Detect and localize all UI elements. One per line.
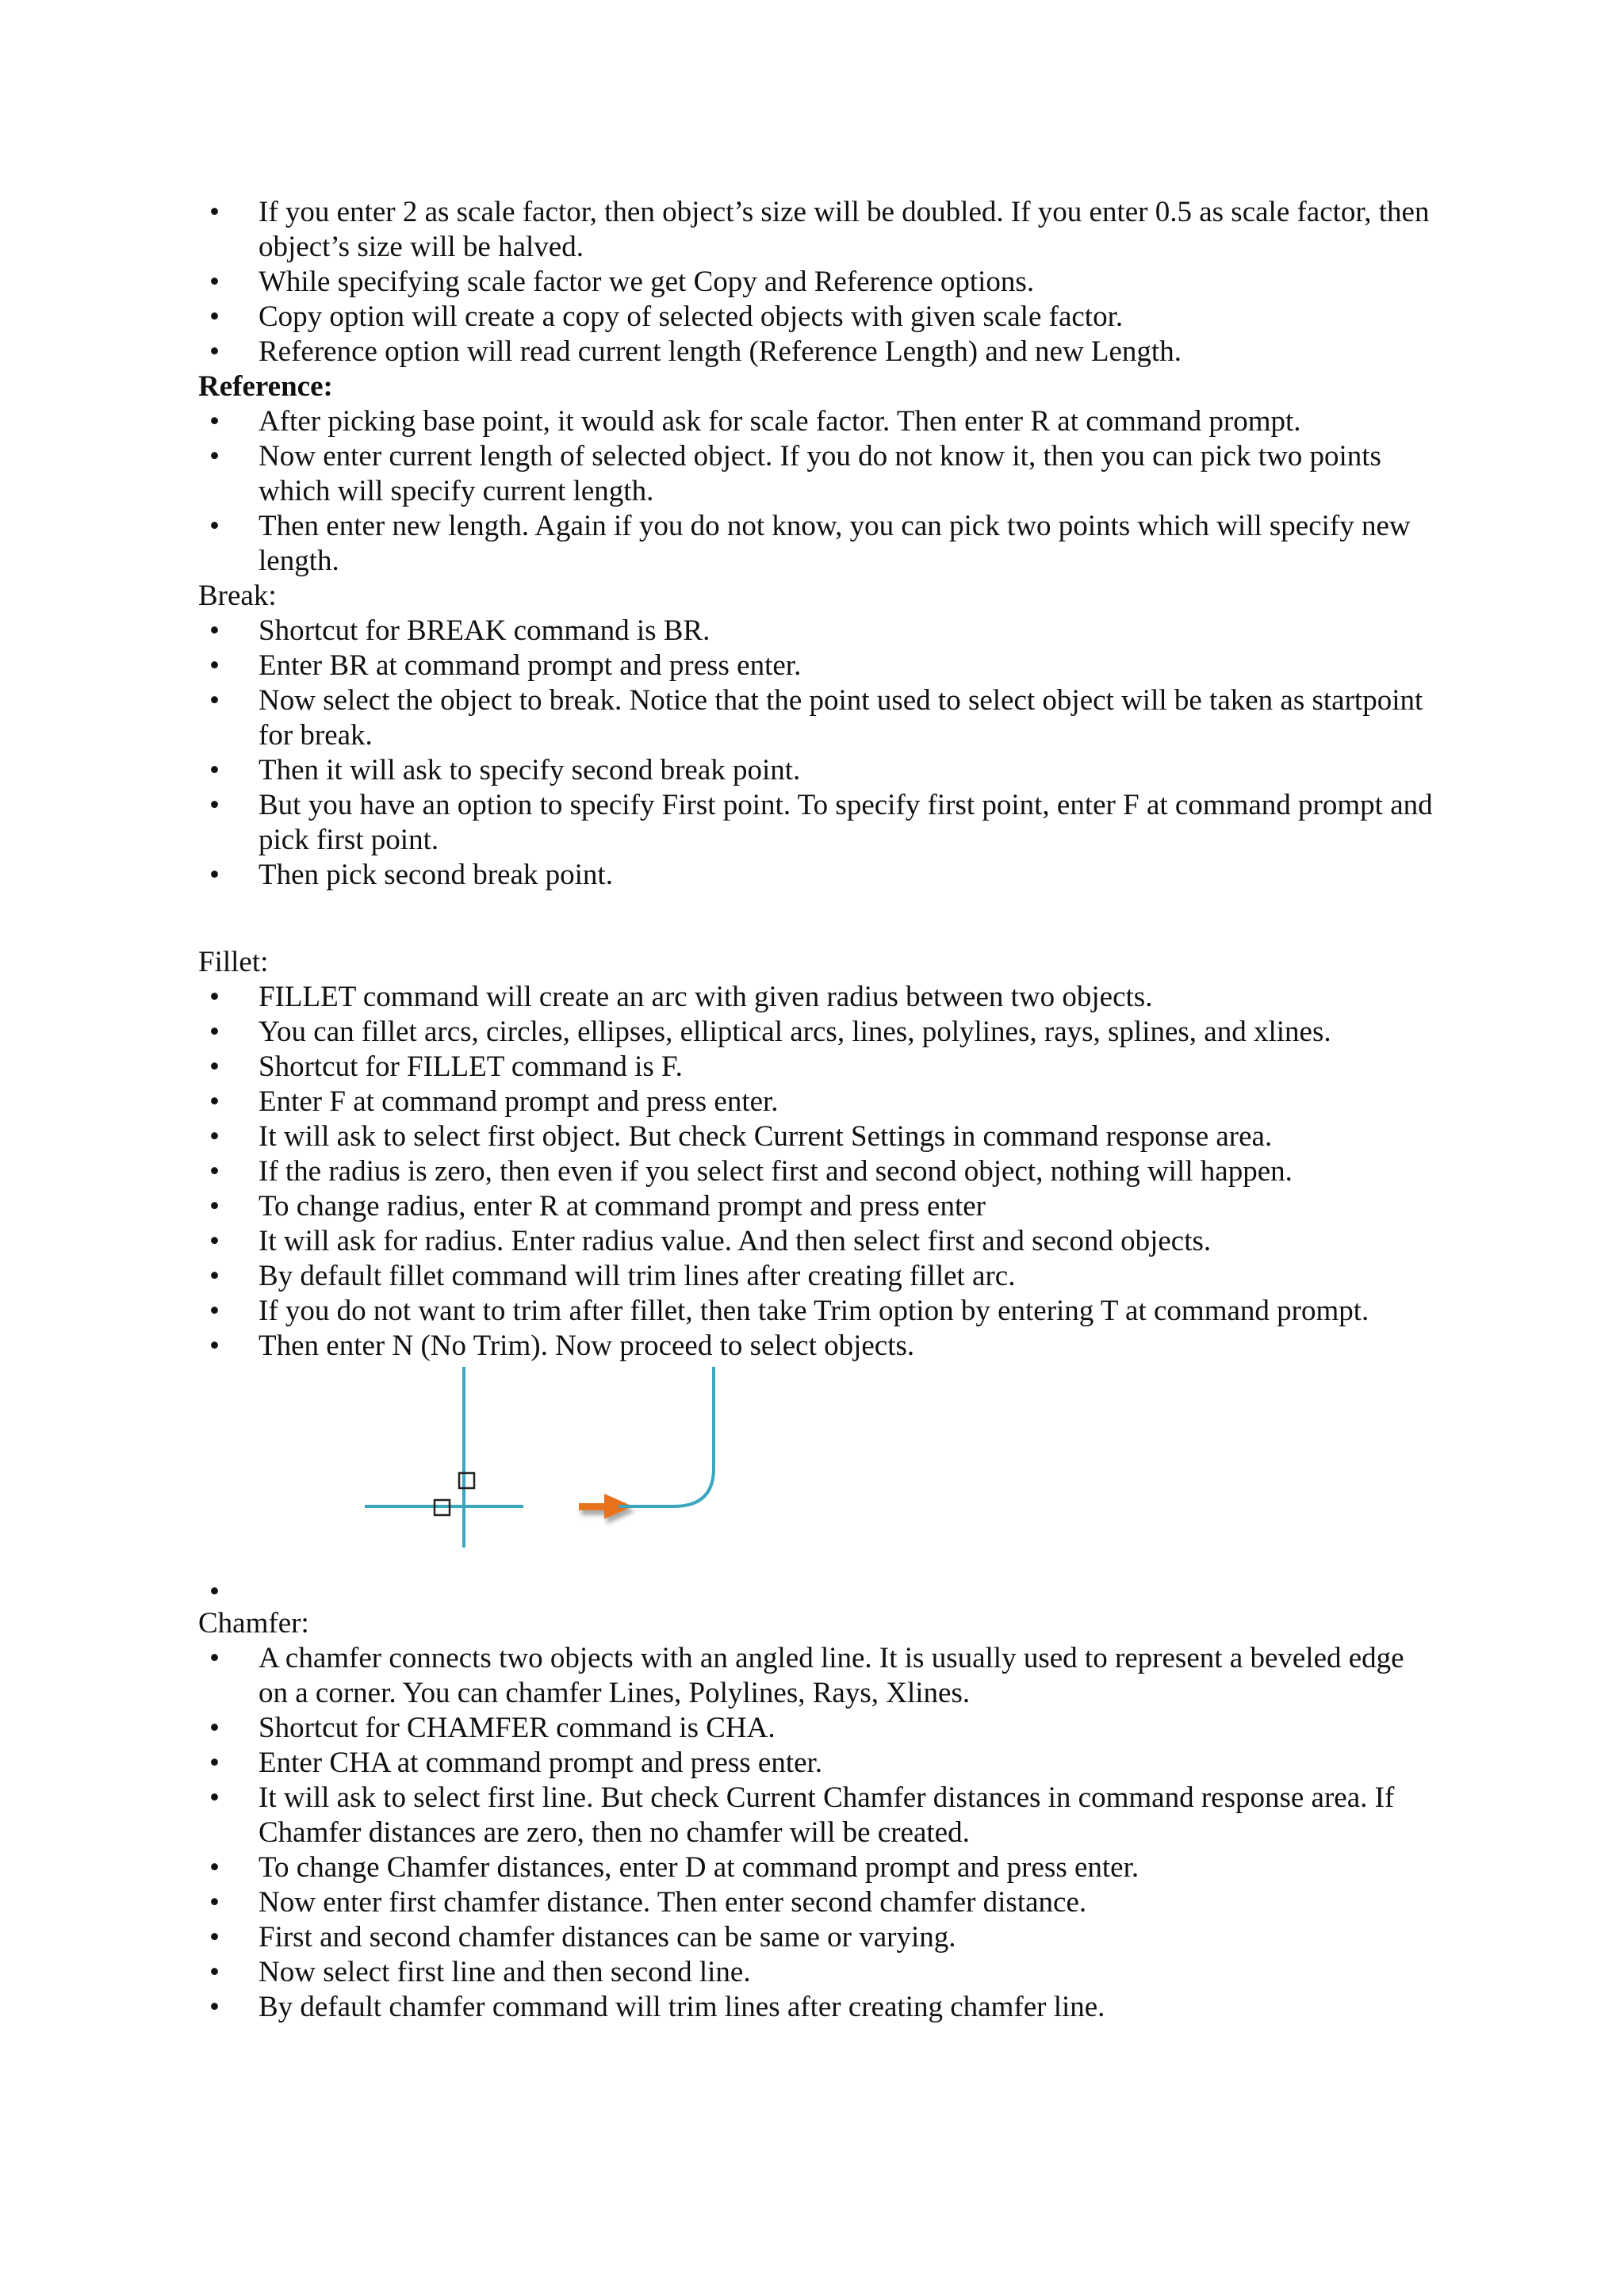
fillet-list [198, 980, 1435, 1364]
list-item: • Then enter N (No Trim). Now proceed to select objects. [198, 1329, 1435, 1364]
list-item: • Enter BR at command prompt and press enter. [198, 649, 1435, 683]
list-item: • Then enter new length. Again if you do not know, you can pick two points which will specify new length. [198, 509, 1435, 579]
list-item: • Then pick second break point. [198, 858, 1435, 893]
list-item: • Enter F at command prompt and press enter. [198, 1085, 1435, 1119]
list-item: • Then it will ask to specify second break point. [198, 753, 1435, 788]
list-item: • To change radius, enter R at command prompt and press enter [198, 1189, 1435, 1224]
list-item: • Now select first line and then second line. [198, 1955, 1435, 1990]
chamfer-heading: Chamfer: [198, 1607, 309, 1640]
pick-marker [459, 1473, 474, 1488]
list-item: • First and second chamfer distances can be same or varying. [198, 1920, 1435, 1955]
list-item: • If you enter 2 as scale factor, then object’s size will be doubled. If you enter 0.5 as scale factor, then object’s size will be halved. [198, 195, 1435, 265]
list-item: • Shortcut for FILLET command is F. [198, 1050, 1435, 1085]
list-item: • Now select the object to break. Notice that the point used to select object will be taken as startpoint for break. [198, 683, 1435, 753]
break-heading: Break: [198, 580, 277, 612]
list-item: • Reference option will read current length (Reference Length) and new Length. [198, 335, 1435, 369]
list-item: • Now enter current length of selected object. If you do not know it, then you can pick two points which will specify current length. [198, 439, 1435, 509]
fillet-diagram [278, 1365, 769, 1556]
chamfer-list [198, 1641, 1435, 2025]
list-item: • Shortcut for BREAK command is BR. [198, 614, 1435, 649]
list-item: • It will ask for radius. Enter radius value. And then select first and second objects. [198, 1224, 1435, 1259]
scale-list [198, 195, 1435, 369]
list-item: • If the radius is zero, then even if you select first and second object, nothing will happen. [198, 1154, 1435, 1189]
list-item: • It will ask to select first line. But check Current Chamfer distances in command response area. If Chamfer distances are zero, then no chamfer will be created. [198, 1781, 1435, 1850]
list-item: • You can fillet arcs, circles, ellipses, elliptical arcs, lines, polylines, rays, splines, and xlines. [198, 1015, 1435, 1050]
reference-list [198, 404, 1435, 579]
list-item: • To change Chamfer distances, enter D at command prompt and press enter. [198, 1850, 1435, 1885]
section-spacer [198, 893, 1435, 945]
list-item: • If you do not want to trim after fillet, then take Trim option by entering T at command prompt. [198, 1294, 1435, 1329]
list-item: • Now enter first chamfer distance. Then enter second chamfer distance. [198, 1885, 1435, 1920]
list-item: • A chamfer connects two objects with an angled line. It is usually used to represent a beveled edge on a corner. You can chamfer Lines, Polylines, Rays, Xlines. [198, 1641, 1435, 1711]
reference-heading: Reference: [198, 370, 333, 403]
fillet-figure [198, 1364, 1435, 1586]
list-item: • By default fillet command will trim lines after creating fillet arc. [198, 1259, 1435, 1294]
empty-bullet: • [209, 1575, 220, 1608]
list-item: • It will ask to select first object. But check Current Settings in command response area. [198, 1119, 1435, 1154]
list-item: • FILLET command will create an arc with given radius between two objects. [198, 980, 1435, 1015]
list-item: • Copy option will create a copy of selected objects with given scale factor. [198, 300, 1435, 335]
list-item: • By default chamfer command will trim lines after creating chamfer line. [198, 1990, 1435, 2025]
fillet-heading: Fillet: [198, 946, 269, 978]
list-item: • But you have an option to specify First point. To specify first point, enter F at command prompt and pick first point. [198, 788, 1435, 858]
list-item: • Shortcut for CHAMFER command is CHA. [198, 1711, 1435, 1746]
break-list [198, 614, 1435, 893]
list-item: • Enter CHA at command prompt and press enter. [198, 1746, 1435, 1781]
list-item: • After picking base point, it would ask for scale factor. Then enter R at command prompt. [198, 404, 1435, 439]
page-content [198, 195, 1435, 2025]
list-item: • While specifying scale factor we get Copy and Reference options. [198, 265, 1435, 300]
after-fillet-curve [619, 1367, 714, 1506]
